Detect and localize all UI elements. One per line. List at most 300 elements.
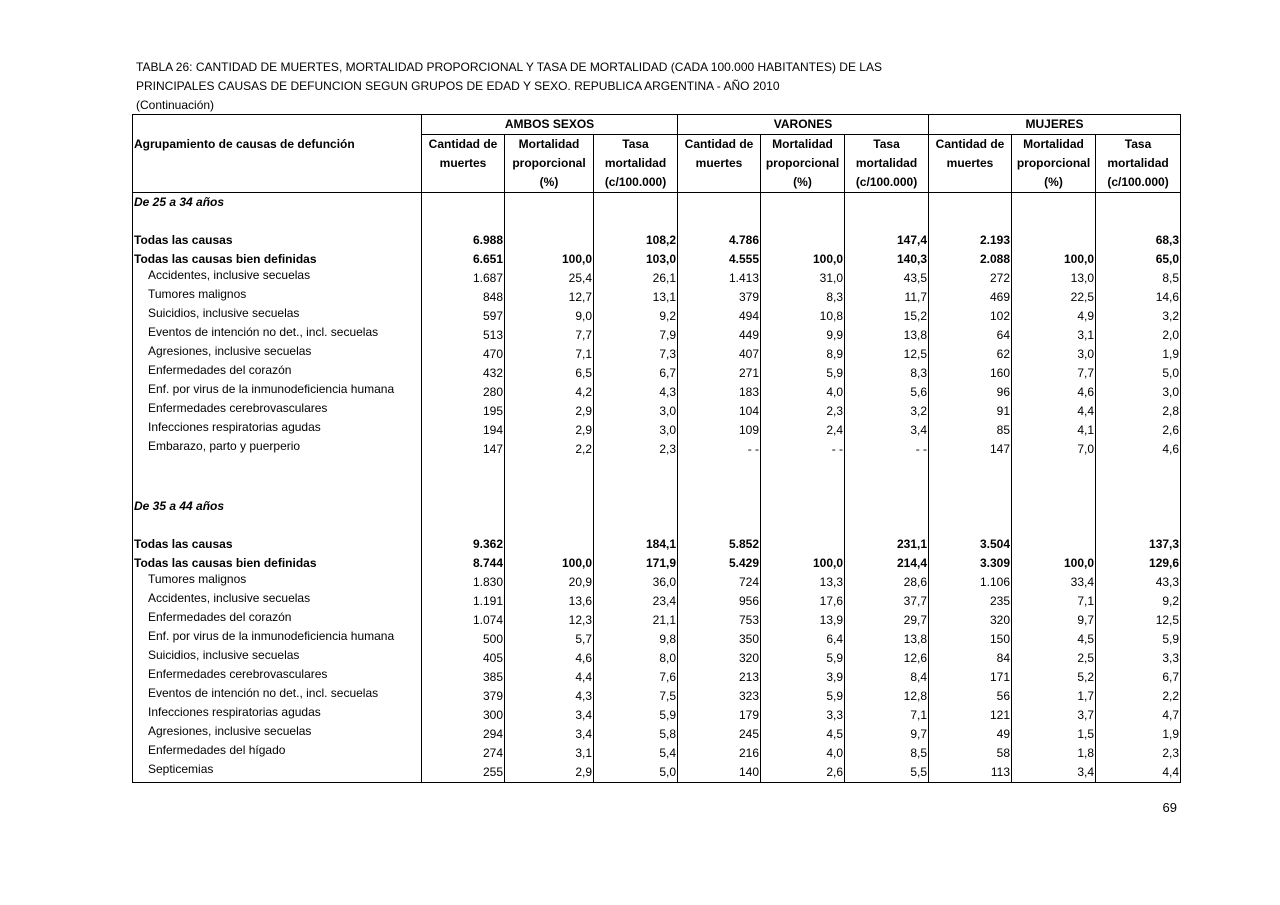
cell-ambos-tasa: 21,1: [594, 611, 678, 630]
cell-mujeres-tasa: 14,6: [1096, 288, 1181, 307]
cell-mujeres-mortalidad: 7,7: [1012, 364, 1096, 383]
cell-ambos-mortalidad: 4,6: [505, 649, 594, 668]
cell-mujeres-mortalidad: 9,7: [1012, 611, 1096, 630]
cause-name: [133, 535, 422, 554]
cause-name: [133, 554, 422, 573]
cell-varones-cantidad: 5.429: [678, 554, 761, 573]
cell-ambos-mortalidad: 100,0: [505, 554, 594, 573]
cause-name: [133, 421, 422, 440]
table-row: [133, 744, 1181, 763]
cell-ambos-mortalidad: [505, 535, 594, 554]
cell-varones-mortalidad: 4,5: [761, 725, 845, 744]
cell-mujeres-cantidad: 49: [929, 725, 1012, 744]
cell-ambos-tasa: 103,0: [594, 250, 678, 269]
table-header: [133, 115, 1181, 193]
cell-mujeres-cantidad: 469: [929, 288, 1012, 307]
col-header-proporcional: proporcional: [505, 154, 594, 173]
cell-ambos-tasa: 7,3: [594, 345, 678, 364]
cell-varones-tasa: 8,5: [845, 744, 929, 763]
cell-mujeres-tasa: 4,6: [1096, 440, 1181, 459]
cell-ambos-cantidad: 6.651: [422, 250, 505, 269]
cell-mujeres-cantidad: 147: [929, 440, 1012, 459]
cell-ambos-cantidad: 597: [422, 307, 505, 326]
cell-varones-cantidad: 1.413: [678, 269, 761, 288]
cell-mujeres-tasa: 3,0: [1096, 383, 1181, 402]
cell-varones-tasa: 8,3: [845, 364, 929, 383]
cause-name: [133, 668, 422, 687]
cell-mujeres-tasa: 2,0: [1096, 326, 1181, 345]
cell-varones-tasa: 37,7: [845, 592, 929, 611]
cell-ambos-mortalidad: 7,7: [505, 326, 594, 345]
col-header-tasa: Tasa: [1096, 135, 1181, 155]
cell-varones-tasa: 13,8: [845, 326, 929, 345]
cell-varones-mortalidad: 31,0: [761, 269, 845, 288]
cause-name: [133, 250, 422, 269]
cause-name: [133, 687, 422, 706]
cell-mujeres-cantidad: 320: [929, 611, 1012, 630]
cause-label: Infecciones respiratorias agudas: [148, 705, 321, 719]
cell-mujeres-cantidad: 84: [929, 649, 1012, 668]
cell-varones-mortalidad: 4,0: [761, 383, 845, 402]
cell-mujeres-mortalidad: 5,2: [1012, 668, 1096, 687]
cell-mujeres-cantidad: 96: [929, 383, 1012, 402]
cell-mujeres-tasa: 1,9: [1096, 345, 1181, 364]
spacer-row: [133, 516, 1181, 535]
table-row: [133, 763, 1181, 783]
cause-label: Enfermedades del hígado: [148, 743, 286, 757]
cell-mujeres-tasa: 43,3: [1096, 573, 1181, 592]
total-row: [133, 535, 1181, 554]
cell-varones-tasa: - -: [845, 440, 929, 459]
cell-ambos-cantidad: 385: [422, 668, 505, 687]
cell-varones-tasa: 7,1: [845, 706, 929, 725]
cell-varones-cantidad: 449: [678, 326, 761, 345]
cell-varones-mortalidad: 100,0: [761, 250, 845, 269]
cell-mujeres-tasa: 1,9: [1096, 725, 1181, 744]
group-header-mujeres: MUJERES: [929, 115, 1181, 135]
cell-mujeres-tasa: 5,0: [1096, 364, 1181, 383]
cause-name: [133, 630, 422, 649]
cell-varones-mortalidad: 10,8: [761, 307, 845, 326]
cell-varones-cantidad: 216: [678, 744, 761, 763]
cause-name: [133, 440, 422, 459]
cell-ambos-cantidad: 1.191: [422, 592, 505, 611]
table-continuation-note: (Continuación): [136, 98, 215, 112]
cell-mujeres-tasa: 8,5: [1096, 269, 1181, 288]
cell-ambos-tasa: 8,0: [594, 649, 678, 668]
cell-ambos-mortalidad: 2,9: [505, 402, 594, 421]
cell-mujeres-mortalidad: 7,1: [1012, 592, 1096, 611]
cell-varones-tasa: 12,8: [845, 687, 929, 706]
cell-ambos-mortalidad: 3,1: [505, 744, 594, 763]
spacer-row: [133, 459, 1181, 478]
cell-ambos-cantidad: 513: [422, 326, 505, 345]
cause-label: Infecciones respiratorias agudas: [148, 420, 321, 434]
table-row: [133, 440, 1181, 459]
cell-varones-cantidad: 183: [678, 383, 761, 402]
cell-mujeres-mortalidad: 4,9: [1012, 307, 1096, 326]
cell-mujeres-mortalidad: 4,4: [1012, 402, 1096, 421]
cause-label: Enf. por virus de la inmunodeficiencia humana: [148, 382, 395, 396]
col-header-percent: (%): [1012, 173, 1096, 193]
cell-ambos-tasa: 5,8: [594, 725, 678, 744]
cell-ambos-mortalidad: 3,4: [505, 725, 594, 744]
cause-label: Accidentes, inclusive secuelas: [148, 268, 311, 282]
cell-ambos-mortalidad: 4,2: [505, 383, 594, 402]
cause-name: [133, 288, 422, 307]
cell-mujeres-tasa: 137,3: [1096, 535, 1181, 554]
cell-varones-mortalidad: 8,9: [761, 345, 845, 364]
group-header-varones: VARONES: [678, 115, 929, 135]
col-header-per-100k: (c/100.000): [594, 173, 678, 193]
cell-varones-mortalidad: 4,0: [761, 744, 845, 763]
cell-ambos-cantidad: 1.687: [422, 269, 505, 288]
cell-varones-cantidad: 179: [678, 706, 761, 725]
cell-varones-tasa: 5,6: [845, 383, 929, 402]
cell-ambos-tasa: 26,1: [594, 269, 678, 288]
table-row: [133, 668, 1181, 687]
table-row: [133, 421, 1181, 440]
cell-varones-mortalidad: - -: [761, 440, 845, 459]
col-header-tasa: Tasa: [845, 135, 929, 155]
cell-ambos-tasa: 5,4: [594, 744, 678, 763]
cell-ambos-cantidad: 274: [422, 744, 505, 763]
cause-name: [133, 269, 422, 288]
cell-mujeres-tasa: 4,4: [1096, 763, 1181, 783]
cell-ambos-cantidad: 195: [422, 402, 505, 421]
table-row: [133, 611, 1181, 630]
cell-mujeres-mortalidad: 4,5: [1012, 630, 1096, 649]
cause-label: Todas las causas: [134, 537, 233, 551]
col-header-muertes: muertes: [929, 154, 1012, 173]
cause-name: [133, 364, 422, 383]
group-header-ambos-sexos: AMBOS SEXOS: [422, 115, 678, 135]
cell-mujeres-mortalidad: [1012, 535, 1096, 554]
cell-ambos-cantidad: 432: [422, 364, 505, 383]
cell-ambos-mortalidad: 4,3: [505, 687, 594, 706]
cell-varones-tasa: 8,4: [845, 668, 929, 687]
cause-label: Suicidios, inclusive secuelas: [148, 648, 300, 662]
col-header-percent: (%): [761, 173, 845, 193]
cell-ambos-tasa: 7,9: [594, 326, 678, 345]
cell-mujeres-mortalidad: 3,4: [1012, 763, 1096, 783]
cell-ambos-cantidad: 8.744: [422, 554, 505, 573]
cell-varones-mortalidad: 5,9: [761, 687, 845, 706]
cell-ambos-mortalidad: 5,7: [505, 630, 594, 649]
cell-ambos-cantidad: 194: [422, 421, 505, 440]
cell-ambos-mortalidad: [505, 231, 594, 250]
cell-mujeres-cantidad: 272: [929, 269, 1012, 288]
cell-mujeres-cantidad: 160: [929, 364, 1012, 383]
table-row: [133, 592, 1181, 611]
col-header-proporcional: proporcional: [1012, 154, 1096, 173]
cause-name: [133, 706, 422, 725]
total-row: [133, 231, 1181, 250]
cause-name: [133, 231, 422, 250]
cell-varones-mortalidad: 13,3: [761, 573, 845, 592]
cell-ambos-mortalidad: 12,7: [505, 288, 594, 307]
cell-mujeres-mortalidad: 22,5: [1012, 288, 1096, 307]
cell-ambos-cantidad: 280: [422, 383, 505, 402]
col-header-muertes: muertes: [422, 154, 505, 173]
cell-mujeres-cantidad: 91: [929, 402, 1012, 421]
cell-ambos-cantidad: 147: [422, 440, 505, 459]
table-row: [133, 687, 1181, 706]
cell-mujeres-mortalidad: 3,0: [1012, 345, 1096, 364]
cell-ambos-cantidad: 9.362: [422, 535, 505, 554]
cell-mujeres-tasa: 2,2: [1096, 687, 1181, 706]
cell-varones-cantidad: 320: [678, 649, 761, 668]
cell-mujeres-mortalidad: 7,0: [1012, 440, 1096, 459]
cell-mujeres-cantidad: 171: [929, 668, 1012, 687]
cell-varones-mortalidad: 17,6: [761, 592, 845, 611]
cell-mujeres-cantidad: 121: [929, 706, 1012, 725]
cell-ambos-mortalidad: 6,5: [505, 364, 594, 383]
cause-name: [133, 573, 422, 592]
cell-ambos-mortalidad: 13,6: [505, 592, 594, 611]
cell-mujeres-tasa: 2,3: [1096, 744, 1181, 763]
col-header-cantidad: Cantidad de: [678, 135, 761, 155]
cell-mujeres-mortalidad: 1,8: [1012, 744, 1096, 763]
cell-mujeres-cantidad: 102: [929, 307, 1012, 326]
cell-ambos-tasa: 3,0: [594, 421, 678, 440]
spacer-row: [133, 478, 1181, 497]
cause-label: Enfermedades del corazón: [148, 363, 292, 377]
col-header-tasa-mortalidad: mortalidad: [845, 154, 929, 173]
cell-varones-tasa: 9,7: [845, 725, 929, 744]
cell-mujeres-tasa: 68,3: [1096, 231, 1181, 250]
col-header-tasa-mortalidad: mortalidad: [594, 154, 678, 173]
cause-name: [133, 345, 422, 364]
cause-label: Eventos de intención no det., incl. secuelas: [148, 325, 379, 339]
cause-label: Enfermedades cerebrovasculares: [148, 401, 328, 415]
cell-ambos-cantidad: 294: [422, 725, 505, 744]
table-body: [133, 193, 1181, 783]
cell-ambos-tasa: 9,2: [594, 307, 678, 326]
cell-mujeres-cantidad: 64: [929, 326, 1012, 345]
cell-ambos-cantidad: 1.830: [422, 573, 505, 592]
cause-name: [133, 611, 422, 630]
col-header-per-100k: (c/100.000): [845, 173, 929, 193]
cause-name: [133, 592, 422, 611]
cell-ambos-tasa: 5,9: [594, 706, 678, 725]
cell-mujeres-cantidad: 113: [929, 763, 1012, 783]
cell-ambos-cantidad: 405: [422, 649, 505, 668]
cell-ambos-tasa: 4,3: [594, 383, 678, 402]
table-row: [133, 573, 1181, 592]
cell-varones-mortalidad: [761, 231, 845, 250]
cause-name: [133, 326, 422, 345]
table-row: [133, 345, 1181, 364]
cell-ambos-mortalidad: 100,0: [505, 250, 594, 269]
cause-label: Accidentes, inclusive secuelas: [148, 591, 311, 605]
col-header-tasa-mortalidad: mortalidad: [1096, 154, 1181, 173]
cell-ambos-mortalidad: 2,9: [505, 421, 594, 440]
cell-varones-mortalidad: 3,3: [761, 706, 845, 725]
cell-ambos-cantidad: 255: [422, 763, 505, 783]
cause-label: Todas las causas: [134, 233, 233, 247]
cause-label: Eventos de intención no det., incl. secuelas: [148, 686, 379, 700]
cell-mujeres-cantidad: 1.106: [929, 573, 1012, 592]
cell-ambos-tasa: 108,2: [594, 231, 678, 250]
cause-label: Todas las causas bien definidas: [134, 252, 317, 266]
cell-varones-cantidad: 379: [678, 288, 761, 307]
cell-varones-cantidad: 140: [678, 763, 761, 783]
cell-varones-tasa: 12,6: [845, 649, 929, 668]
cause-label: Agresiones, inclusive secuelas: [148, 724, 312, 738]
cell-varones-cantidad: 109: [678, 421, 761, 440]
cell-mujeres-tasa: 2,6: [1096, 421, 1181, 440]
page-number: 69: [1162, 800, 1177, 815]
cell-varones-cantidad: 724: [678, 573, 761, 592]
cell-varones-mortalidad: 9,9: [761, 326, 845, 345]
cause-label: Embarazo, parto y puerperio: [148, 439, 301, 453]
cell-ambos-mortalidad: 2,2: [505, 440, 594, 459]
cell-varones-tasa: 140,3: [845, 250, 929, 269]
cell-varones-mortalidad: 3,9: [761, 668, 845, 687]
cell-mujeres-cantidad: 3.309: [929, 554, 1012, 573]
col-header-tasa: Tasa: [594, 135, 678, 155]
section-header-row: [133, 497, 1181, 516]
cell-ambos-tasa: 13,1: [594, 288, 678, 307]
cell-mujeres-tasa: 3,3: [1096, 649, 1181, 668]
cell-ambos-cantidad: 500: [422, 630, 505, 649]
cell-varones-cantidad: 4.786: [678, 231, 761, 250]
cell-varones-mortalidad: 2,6: [761, 763, 845, 783]
cell-ambos-cantidad: 1.074: [422, 611, 505, 630]
cell-ambos-cantidad: 848: [422, 288, 505, 307]
cell-ambos-tasa: 184,1: [594, 535, 678, 554]
cause-name: [133, 307, 422, 326]
table-row: [133, 288, 1181, 307]
cell-ambos-mortalidad: 3,4: [505, 706, 594, 725]
cause-name: [133, 383, 422, 402]
cause-name: [133, 402, 422, 421]
cell-varones-mortalidad: [761, 535, 845, 554]
cell-varones-mortalidad: 5,9: [761, 649, 845, 668]
cell-varones-cantidad: 407: [678, 345, 761, 364]
cell-mujeres-cantidad: 235: [929, 592, 1012, 611]
cell-varones-mortalidad: 8,3: [761, 288, 845, 307]
cell-ambos-cantidad: 470: [422, 345, 505, 364]
table-row: [133, 706, 1181, 725]
col-header-mortalidad: Mortalidad: [505, 135, 594, 155]
cell-varones-tasa: 15,2: [845, 307, 929, 326]
cell-varones-cantidad: 350: [678, 630, 761, 649]
cell-ambos-tasa: 36,0: [594, 573, 678, 592]
col-header-mortalidad: Mortalidad: [761, 135, 845, 155]
cause-label: Septicemias: [148, 762, 214, 776]
cause-label: Enf. por virus de la inmunodeficiencia humana: [148, 629, 395, 643]
cause-name: [133, 725, 422, 744]
cell-mujeres-mortalidad: 4,1: [1012, 421, 1096, 440]
cell-mujeres-mortalidad: 13,0: [1012, 269, 1096, 288]
cell-ambos-mortalidad: 20,9: [505, 573, 594, 592]
cell-ambos-tasa: 7,6: [594, 668, 678, 687]
cause-label: Todas las causas bien definidas: [134, 556, 317, 570]
cell-ambos-cantidad: 6.988: [422, 231, 505, 250]
cell-mujeres-cantidad: 2.193: [929, 231, 1012, 250]
mortality-table: [132, 114, 1181, 783]
cell-mujeres-cantidad: 62: [929, 345, 1012, 364]
cause-label: Enfermedades del corazón: [148, 610, 292, 624]
cell-mujeres-tasa: 4,7: [1096, 706, 1181, 725]
cell-mujeres-mortalidad: 4,6: [1012, 383, 1096, 402]
cell-ambos-tasa: 171,9: [594, 554, 678, 573]
cell-mujeres-tasa: 6,7: [1096, 668, 1181, 687]
cause-name: [133, 763, 422, 783]
cell-mujeres-mortalidad: 3,1: [1012, 326, 1096, 345]
cell-mujeres-cantidad: 150: [929, 630, 1012, 649]
cell-varones-cantidad: - -: [678, 440, 761, 459]
table-row: [133, 649, 1181, 668]
cell-varones-cantidad: 245: [678, 725, 761, 744]
cell-ambos-mortalidad: 25,4: [505, 269, 594, 288]
cell-varones-tasa: 29,7: [845, 611, 929, 630]
cell-varones-cantidad: 271: [678, 364, 761, 383]
cause-label: Tumores malignos: [148, 572, 247, 586]
cell-varones-mortalidad: 5,9: [761, 364, 845, 383]
cause-label: Enfermedades cerebrovasculares: [148, 667, 328, 681]
cell-varones-cantidad: 5.852: [678, 535, 761, 554]
cell-varones-tasa: 3,4: [845, 421, 929, 440]
cell-mujeres-mortalidad: 3,7: [1012, 706, 1096, 725]
table-title-line-1: TABLA 26: CANTIDAD DE MUERTES, MORTALIDAD PROPORCIONAL Y TASA DE MORTALIDAD (CADA 100.000 HABITANTES) DE LAS: [136, 60, 882, 74]
cell-varones-cantidad: 4.555: [678, 250, 761, 269]
col-header-muertes: muertes: [678, 154, 761, 173]
cell-varones-tasa: 43,5: [845, 269, 929, 288]
table-row: [133, 383, 1181, 402]
cell-varones-tasa: 28,6: [845, 573, 929, 592]
age-group-title: De 35 a 44 años: [134, 499, 225, 513]
cell-ambos-tasa: 5,0: [594, 763, 678, 783]
col-header-per-100k: (c/100.000): [1096, 173, 1181, 193]
table-row: [133, 364, 1181, 383]
cell-varones-mortalidad: 2,3: [761, 402, 845, 421]
cell-varones-mortalidad: 6,4: [761, 630, 845, 649]
cell-mujeres-mortalidad: 1,7: [1012, 687, 1096, 706]
cell-varones-tasa: 12,5: [845, 345, 929, 364]
cell-ambos-tasa: 2,3: [594, 440, 678, 459]
cell-mujeres-cantidad: 3.504: [929, 535, 1012, 554]
age-group-title: De 25 a 34 años: [134, 195, 225, 209]
cause-label: Agresiones, inclusive secuelas: [148, 344, 312, 358]
cell-ambos-tasa: 6,7: [594, 364, 678, 383]
cell-ambos-mortalidad: 7,1: [505, 345, 594, 364]
cell-mujeres-mortalidad: 33,4: [1012, 573, 1096, 592]
cell-mujeres-tasa: 12,5: [1096, 611, 1181, 630]
cell-varones-cantidad: 956: [678, 592, 761, 611]
cell-mujeres-tasa: 129,6: [1096, 554, 1181, 573]
col-header-proporcional: proporcional: [761, 154, 845, 173]
cell-varones-mortalidad: 13,9: [761, 611, 845, 630]
cause-name: [133, 649, 422, 668]
cell-varones-tasa: 147,4: [845, 231, 929, 250]
cell-varones-mortalidad: 2,4: [761, 421, 845, 440]
cell-varones-tasa: 5,5: [845, 763, 929, 783]
cell-mujeres-tasa: 9,2: [1096, 592, 1181, 611]
cell-varones-tasa: 11,7: [845, 288, 929, 307]
cell-mujeres-mortalidad: 100,0: [1012, 554, 1096, 573]
cell-varones-tasa: 214,4: [845, 554, 929, 573]
cell-varones-tasa: 13,8: [845, 630, 929, 649]
cell-ambos-tasa: 3,0: [594, 402, 678, 421]
cell-ambos-mortalidad: 4,4: [505, 668, 594, 687]
cell-ambos-tasa: 23,4: [594, 592, 678, 611]
cell-ambos-cantidad: 379: [422, 687, 505, 706]
cause-label: Tumores malignos: [148, 287, 247, 301]
cell-mujeres-tasa: 3,2: [1096, 307, 1181, 326]
